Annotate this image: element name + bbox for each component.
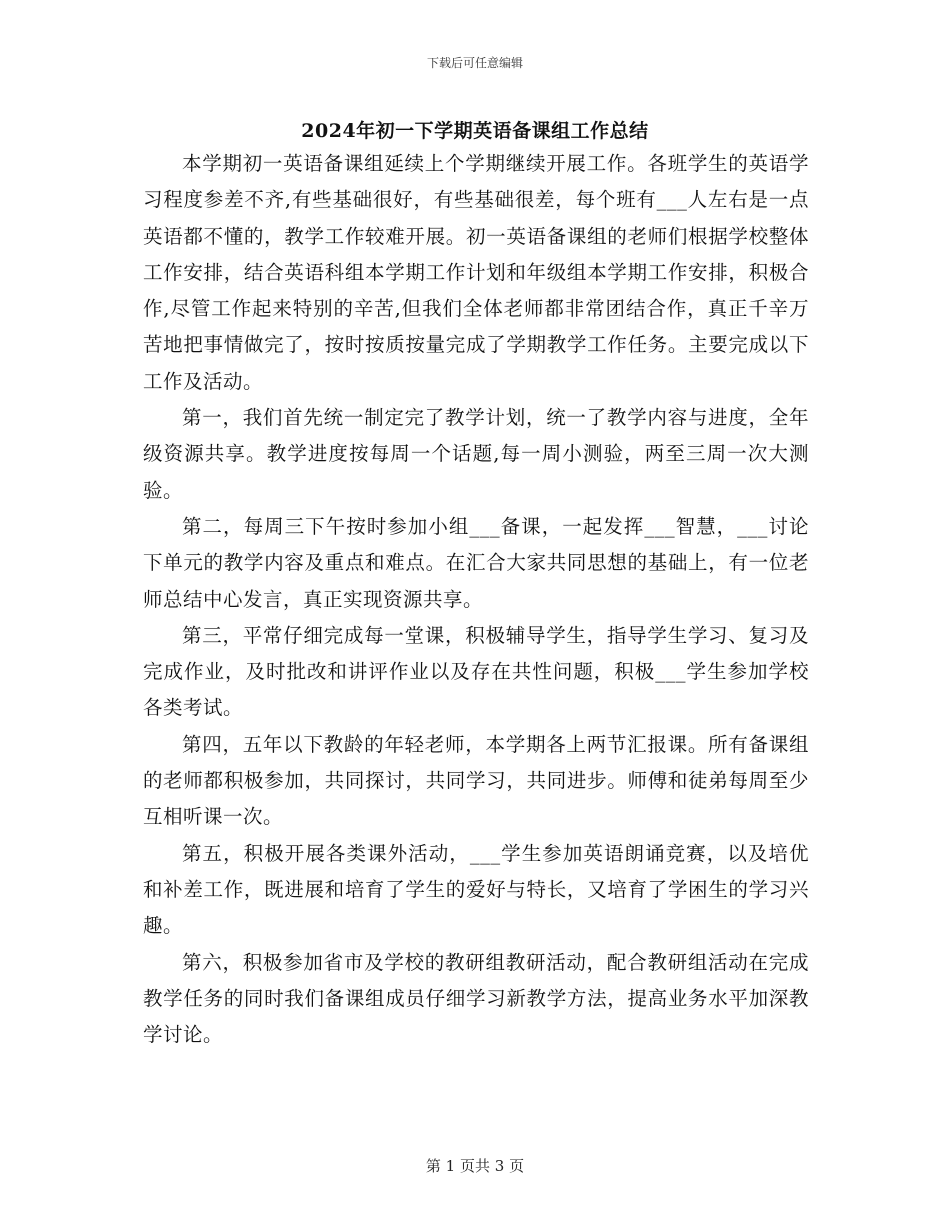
paragraph-fourth: 第四，五年以下教龄的年轻老师，本学期各上两节汇报课。所有备课组的老师都积极参加，共同探讨，共同学习，共同进步。师傅和徒弟每周至少互相听课一次。 bbox=[143, 732, 809, 829]
paragraph-sixth: 第六，积极参加省市及学校的教研组教研活动，配合教研组活动在完成教学任务的同时我们备课组成员仔细学习新教学方法，提高业务水平加深教学讨论。 bbox=[143, 950, 809, 1047]
document-title: 2024年初一下学期英语备课组工作总结 bbox=[301, 120, 649, 142]
paragraph-second: 第二，每周三下午按时参加小组___备课，一起发挥___智慧，___讨论下单元的教学内容及重点和难点。在汇合大家共同思想的基础上，有一位老师总结中心发言，真正实现资源共享。 bbox=[143, 514, 809, 611]
paragraph-intro: 本学期初一英语备课组延续上个学期继续开展工作。各班学生的英语学习程度参差不齐,有些基础很好，有些基础很差，每个班有___人左右是一点英语都不懂的，教学工作较难开展。初一英语备课组的老师们根据学校整体工作安排，结合英语科组本学期工作计划和年级组本学期工作安排，积极合作,尽管工作起来特别的辛苦,但我们全体老师都非常团结合作，真正千辛万苦地把事情做完了，按时按质按量完成了学期教学工作任务。主要完成以下工作及活动。 bbox=[143, 152, 809, 393]
paragraph-fifth: 第五，积极开展各类课外活动，___学生参加英语朗诵竞赛，以及培优和补差工作，既进展和培育了学生的爱好与特长，又培育了学困生的学习兴趣。 bbox=[143, 841, 809, 938]
paragraph-first: 第一，我们首先统一制定完了教学计划，统一了教学内容与进度，全年级资源共享。教学进度按每周一个话题,每一周小测验，两至三周一次大测验。 bbox=[143, 406, 809, 502]
page-number-footer: 第 1 页共 3 页 bbox=[425, 1157, 525, 1175]
paragraph-third: 第三，平常仔细完成每一堂课，积极辅导学生，指导学生学习、复习及完成作业，及时批改和讲评作业以及存在共性问题，积极___学生参加学校各类考试。 bbox=[143, 623, 809, 720]
document-body bbox=[143, 146, 809, 1053]
header-note: 下载后可任意编辑 bbox=[426, 56, 523, 70]
